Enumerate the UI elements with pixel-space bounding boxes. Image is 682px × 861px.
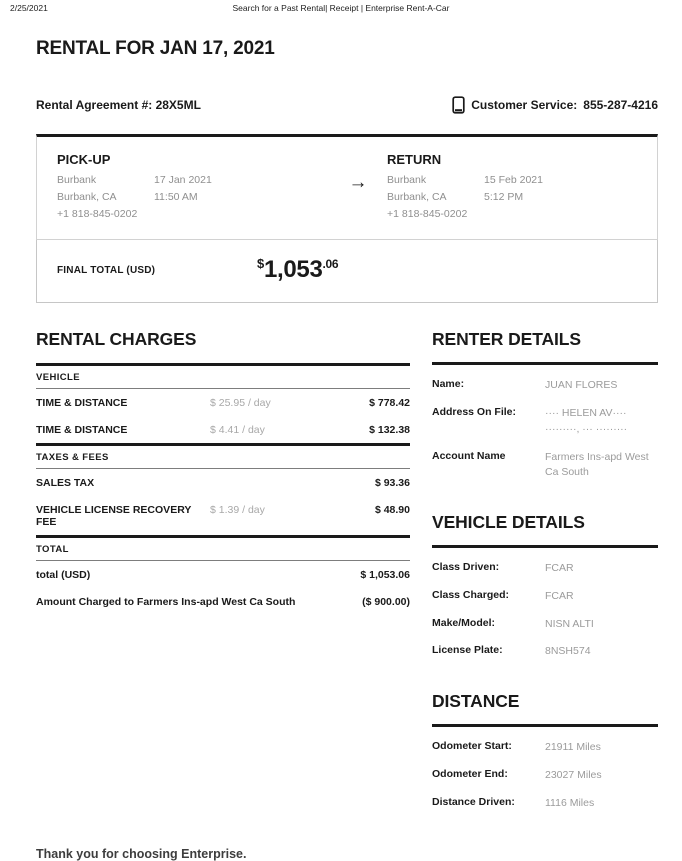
charge-row [36, 561, 410, 588]
customer-service-label: Customer Service: [471, 98, 578, 112]
detail-value: 23027 Miles [545, 768, 602, 781]
charge-label: SALES TAX [36, 477, 95, 490]
charge-row [36, 588, 410, 615]
final-total-label: FINAL TOTAL (USD) [57, 264, 156, 276]
charge-label: total (USD) [36, 569, 91, 582]
thank-you-message: Thank you for choosing Enterprise. [36, 847, 247, 861]
detail-label: Odometer End: [432, 767, 508, 780]
pickup-datetime [154, 172, 212, 222]
return-datetime [484, 172, 543, 222]
print-date: 2/25/2021 [10, 3, 48, 13]
vehicle-details-title: VEHICLE DETAILS [432, 512, 585, 533]
detail-value: Farmers Ins-apd West Ca South [545, 450, 649, 479]
pickup-location-line: Burbank, CA [57, 190, 117, 203]
detail-label: License Plate: [432, 644, 503, 657]
customer-service [452, 96, 658, 114]
return-location-line: Burbank, CA [387, 190, 447, 203]
mobile-phone-icon [452, 96, 465, 114]
detail-label: Distance Driven: [432, 795, 515, 808]
detail-row [432, 555, 658, 583]
detail-label: Class Charged: [432, 588, 510, 601]
charge-rate: $ 4.41 / day [210, 424, 265, 437]
customer-service-phone: 855-287-4216 [583, 98, 658, 112]
charge-amount: $ 132.38 [369, 424, 410, 437]
detail-value: FCAR [545, 562, 574, 575]
charge-row [36, 416, 410, 443]
detail-label: Odometer Start: [432, 740, 512, 753]
renter-details-title: RENTER DETAILS [432, 329, 581, 350]
page-title: RENTAL FOR JAN 17, 2021 [36, 38, 275, 59]
detail-value: 1116 Miles [545, 796, 595, 809]
address-masked-line1: ···· HELEN AV···· [545, 407, 627, 420]
section-rule [432, 724, 658, 727]
detail-row [432, 611, 658, 639]
detail-value [545, 406, 658, 438]
address-masked-line2: ·········, ··· ········· [545, 422, 628, 435]
vehicle-details-section [432, 512, 658, 666]
charge-amount: $ 93.36 [374, 477, 410, 490]
pickup-location [57, 172, 154, 222]
pickup-time: 11:50 AM [154, 190, 198, 203]
currency-symbol: $ [257, 256, 264, 272]
charge-label: TIME & DISTANCE [36, 397, 128, 410]
detail-label: Class Driven: [432, 561, 500, 574]
detail-label: Account Name [432, 449, 506, 462]
charge-row [36, 496, 410, 535]
charge-amount: $ 48.90 [374, 504, 410, 517]
distance-section [432, 691, 658, 817]
detail-row [432, 734, 658, 762]
trip-summary-box [36, 134, 658, 240]
detail-value: 21911 Miles [545, 741, 601, 754]
charge-row [36, 469, 410, 496]
rental-charges-title: RENTAL CHARGES [36, 329, 197, 350]
final-total-amount [257, 256, 338, 284]
detail-row [432, 790, 658, 818]
charge-rate: $ 1.39 / day [210, 504, 265, 517]
detail-row [432, 372, 658, 400]
charge-rate: $ 25.95 / day [210, 397, 271, 410]
return-title: RETURN [387, 152, 442, 167]
detail-row [432, 583, 658, 611]
charge-group-header-taxes: TAXES & FEES [36, 443, 410, 469]
rental-charges-section [36, 329, 410, 817]
return-section [381, 152, 637, 222]
detail-row [432, 638, 658, 666]
charge-label: VEHICLE LICENSE RECOVERY FEE [36, 504, 192, 529]
detail-value: FCAR [545, 589, 574, 602]
final-total-box [36, 240, 658, 303]
charge-group-header-vehicle: VEHICLE [36, 363, 410, 389]
detail-value: NISN ALTI [545, 617, 594, 630]
amount-whole: 1,053 [263, 256, 323, 284]
section-rule [432, 545, 658, 548]
detail-row [432, 400, 658, 444]
arrow-right-icon: → [348, 172, 368, 193]
distance-title: DISTANCE [432, 691, 520, 712]
agreement-row [36, 96, 658, 114]
rental-agreement-number: Rental Agreement #: 28X5ML [36, 98, 201, 112]
charge-amount: $ 1,053.06 [360, 569, 410, 582]
pickup-location-line: Burbank [57, 174, 97, 186]
charge-amount: $ 778.42 [369, 397, 410, 410]
detail-value: JUAN FLORES [545, 379, 618, 392]
charge-label: TIME & DISTANCE [36, 424, 128, 437]
pickup-title: PICK-UP [57, 152, 111, 167]
renter-details-section [432, 329, 658, 487]
detail-row [432, 444, 658, 488]
section-rule [432, 362, 658, 365]
charge-amount: ($ 900.00) [362, 596, 410, 609]
return-location-line: Burbank [387, 174, 427, 186]
pickup-date: 17 Jan 2021 [154, 174, 212, 186]
amount-cents: .06 [322, 257, 339, 272]
charge-group-header-total: TOTAL [36, 535, 410, 561]
pickup-section [57, 152, 335, 222]
print-page-title: Search for a Past Rental| Receipt | Enterprise Rent-A-Car [232, 3, 450, 13]
charge-row [36, 389, 410, 416]
detail-label: Address On File: [432, 406, 517, 419]
pickup-location-phone: +1 818-845-0202 [57, 207, 138, 220]
detail-row [432, 762, 658, 790]
charge-label: Amount Charged to Farmers Ins-apd West Ca South [36, 596, 296, 609]
detail-label: Make/Model: [432, 616, 496, 629]
print-header [0, 0, 682, 14]
return-location-phone: +1 818-845-0202 [387, 207, 468, 220]
return-date: 15 Feb 2021 [484, 174, 543, 186]
detail-label: Name: [432, 378, 465, 391]
return-location [387, 172, 484, 222]
return-time: 5:12 PM [484, 190, 524, 203]
detail-value: 8NSH574 [545, 645, 591, 658]
